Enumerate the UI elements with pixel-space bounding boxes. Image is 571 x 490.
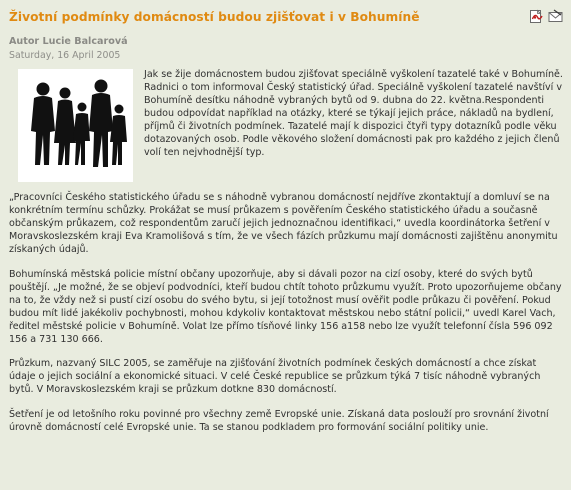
article-paragraph: „Pracovníci Českého statistického úřadu se s náhodně vybranou domácností nejdříve zkontaktují a domluví se na konkrétním termínu schůzky. Prokážat se musí průkazem s pověřením Českého statistického úřadu a současně občanským průkazem, což respondentům zaručí jejich jednoznačnou identifikaci,“ uvedla koordinátorka šetření v Moravskoslezském kraji Eva Kramolišová s tím, že ve všech fázích průzkumu mají domácnosti zajištěnu anonymitu získaných údajů. <box>9 192 558 255</box>
article-title: Životní podmínky domácností budou zjišťovat i v Bohumíně <box>9 10 420 24</box>
article-tools <box>529 7 563 24</box>
family-silhouette-image <box>18 69 133 182</box>
article-body <box>9 67 563 435</box>
pdf-icon[interactable] <box>529 9 544 24</box>
article-intro <box>9 67 563 182</box>
article-paragraph: Šetření je od letošního roku povinné pro všechny země Evropské unie. Získaná data poslouží pro srovnání životní úrovně domácností celé Evropské unie. Ta se stanou podkladem pro formování sociální politiky unie. <box>9 409 549 434</box>
article-paragraph: Bohumínská městská policie místní občany upozorňuje, aby si dávali pozor na cizí osoby, které do svých bytů pouštějí. „Je možné, že se objeví podvodníci, kteří budou chtít tohoto průzkumu využít. Proto upozorňujeme občany na to, že vždy než si pustí cizí osobu do svého bytu, si její totožnost musí ověřit podle průkazu či pověření. Pokud budou mít lidé jakékoliv pochybnosti, mohou kdykoliv kontaktovat městskou nebo státní policii,“ uvedl Karel Vach, ředitel městské policie v Bohumíně. Volat lze přímo tísňové linky 156 a158 nebo lze využít telefonní čísla 596 092 156 a 731 130 666. <box>9 268 562 345</box>
article-date: Saturday, 16 April 2005 <box>9 50 121 61</box>
email-icon[interactable] <box>548 9 563 24</box>
article-author: Autor Lucie Balcarová <box>9 36 128 47</box>
article-header <box>9 7 563 27</box>
article-paragraph: Průzkum, nazvaný SILC 2005, se zaměřuje na zjišťování životních podmínek českých domácností a chce získat údaje o jejich sociální a ekonomické situaci. V celé České republice se průzkum týká 7 tisíc náhodně vybraných bytů. V Moravskoslezském kraji se průzkum dotkne 830 domácností. <box>9 358 541 396</box>
article-paragraph: Jak se žije domácnostem budou zjišťovat speciálně vyškolení tazatelé také v Bohumíně. Radnici o tom informoval Český statistický úřad. Speciálně vyškolení tazatelé navštíví v Bohumíně desítku náhodně vybraných bytů od 9. dubna do 22. května.Respondenti budou odpovídat například na otázky, které se týkají jejich práce, nákladů na bydlení, příjmů či životních podmínek. Tazatelé mají k dispozici čtyři typy dotazníků podle věku dotazovaných osob. Podle věkového složení domácnosti pak pro každého z jejich členů volí ten nejvhodnější typ. <box>144 69 563 158</box>
